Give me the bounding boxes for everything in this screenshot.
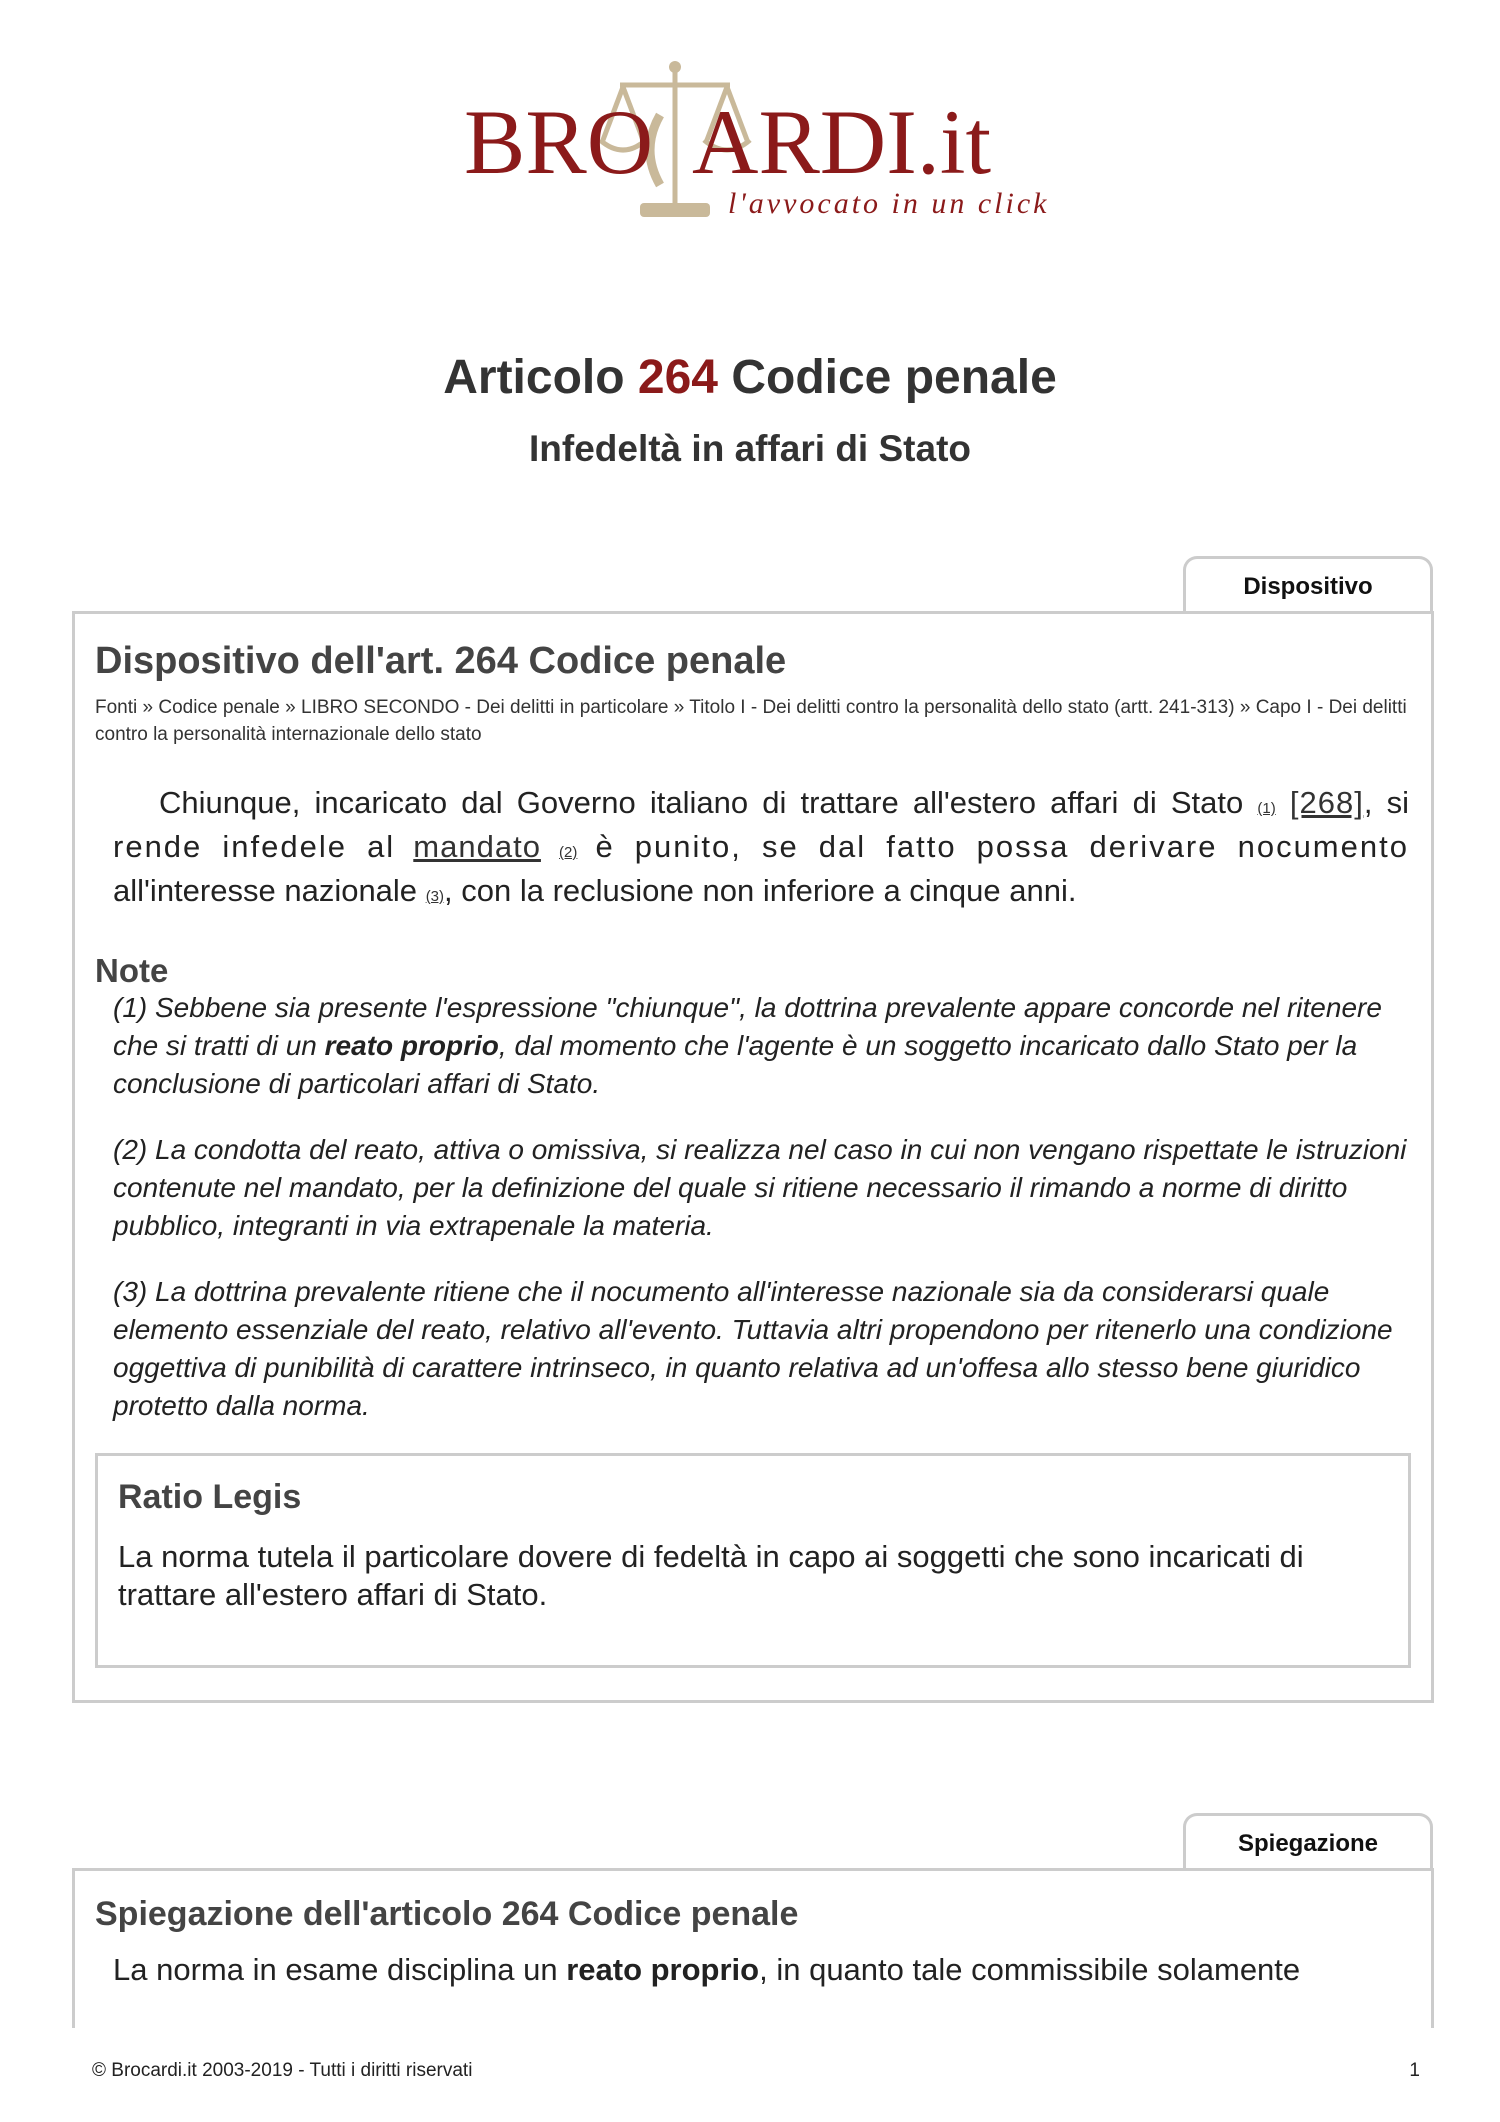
breadcrumb-item-capo[interactable]: Capo I - Dei delitti contro la personalità internazionale dello stato — [95, 697, 1407, 745]
spiegazione-text-bold: reato proprio — [566, 1952, 760, 1987]
ratio-legis-box — [95, 1453, 1411, 1668]
breadcrumb-separator: » — [285, 697, 296, 718]
logo-brand-right: ARDI.it — [692, 91, 991, 193]
article-text-part2: , si — [1363, 785, 1409, 820]
article-text-part6: , con la reclusione non inferiore a cinque anni. — [444, 873, 1077, 908]
title-prefix: Articolo — [443, 351, 625, 404]
breadcrumb-item-libro[interactable]: LIBRO SECONDO - Dei delitti in particolare — [301, 697, 669, 718]
note-1-bold: reato proprio — [324, 1030, 499, 1061]
ratio-legis-heading: Ratio Legis — [118, 1478, 302, 1516]
notes-heading: Note — [95, 952, 169, 989]
title-suffix: Codice penale — [731, 351, 1057, 404]
spiegazione-section — [72, 1868, 1434, 2028]
spiegazione-text-after: , in quanto tale commissibile solamente — [759, 1952, 1301, 1987]
breadcrumb-separator: » — [142, 697, 154, 718]
note-1-text-after: , dal momento che l'agente è un soggetto incaricato dallo Stato per la conclusione di particolari affari di Stato. — [113, 1030, 1358, 1099]
page-subtitle: Infedeltà in affari di Stato — [529, 428, 971, 469]
notes-list — [113, 989, 1409, 1453]
note-3: (3) La dottrina prevalente ritiene che il nocumento all'interesse nazionale sia da considerarsi quale elemento essenziale del reato, relativo all'evento. Tuttavia altri propendono per ritenerlo una condizione oggettiva di punibilità di carattere intrinseco, in quanto relativa ad un'offesa allo stesso bene giuridico protetto dalla norma. — [113, 1276, 1393, 1421]
dispositivo-heading: Dispositivo dell'art. 264 Codice penale — [95, 640, 787, 682]
page-title — [0, 350, 1500, 405]
breadcrumb-separator: » — [673, 697, 685, 718]
article-text-part1: Chiunque, incaricato dal Governo italiano di trattare all'estero affari di Stato — [159, 785, 1244, 820]
spiegazione-text-before: La norma in esame disciplina un — [113, 1952, 567, 1987]
logo-brand-left: BRO — [464, 91, 654, 193]
article-text-part5: all'interesse nazionale — [113, 873, 418, 908]
page-number: 1 — [1409, 2060, 1420, 2081]
scales-of-justice-icon — [460, 55, 1060, 235]
breadcrumb — [95, 694, 1415, 748]
article-number: 264 — [637, 351, 718, 404]
spiegazione-text — [113, 1951, 1409, 1989]
dispositivo-section — [72, 611, 1434, 1703]
breadcrumb-item-fonti[interactable]: Fonti — [95, 697, 138, 718]
article-text — [113, 784, 1409, 916]
article-text-part4: è punito, se dal fatto possa derivare nocumento — [595, 829, 1409, 864]
note-ref-2[interactable]: (2) — [559, 844, 578, 861]
article-text-part3: rende infedele al — [113, 829, 396, 864]
logo-tagline: l'avvocato in un click — [728, 187, 1050, 220]
tab-spiegazione[interactable]: Spiegazione — [1183, 1813, 1433, 1868]
note-ref-1[interactable]: (1) — [1257, 800, 1276, 817]
breadcrumb-item-titolo[interactable]: Titolo I - Dei delitti contro la personalità dello stato (artt. 241-313) — [689, 697, 1235, 718]
brocardi-logo[interactable] — [460, 55, 1060, 235]
note-1 — [113, 989, 1409, 1103]
breadcrumb-item-codice-penale[interactable]: Codice penale — [158, 697, 280, 718]
spiegazione-heading: Spiegazione dell'articolo 264 Codice penale — [95, 1895, 799, 1933]
note-ref-3[interactable]: (3) — [425, 888, 445, 905]
tab-dispositivo[interactable]: Dispositivo — [1183, 556, 1433, 611]
footer-copyright: © Brocardi.it 2003-2019 - Tutti i diritti riservati — [92, 2060, 473, 2081]
breadcrumb-separator: » — [1239, 697, 1251, 718]
link-art-268[interactable]: [268] — [1289, 785, 1364, 820]
link-mandato[interactable]: mandato — [413, 829, 541, 864]
note-1-text-before: (1) Sebbene sia presente l'espressione "chiunque", la dottrina prevalente appare concorde nel ritenere che si tratti di un — [113, 992, 1382, 1061]
note-2: (2) La condotta del reato, attiva o omissiva, si realizza nel caso in cui non vengano rispettate le istruzioni contenute nel mandato, per la definizione del quale si ritiene necessario il rimando a norme di diritto pubblico, integranti in via extrapenale la materia. — [113, 1134, 1407, 1241]
ratio-legis-text: La norma tutela il particolare dovere di fedeltà in capo ai soggetti che sono incaricati di trattare all'estero affari di Stato. — [118, 1539, 1304, 1612]
